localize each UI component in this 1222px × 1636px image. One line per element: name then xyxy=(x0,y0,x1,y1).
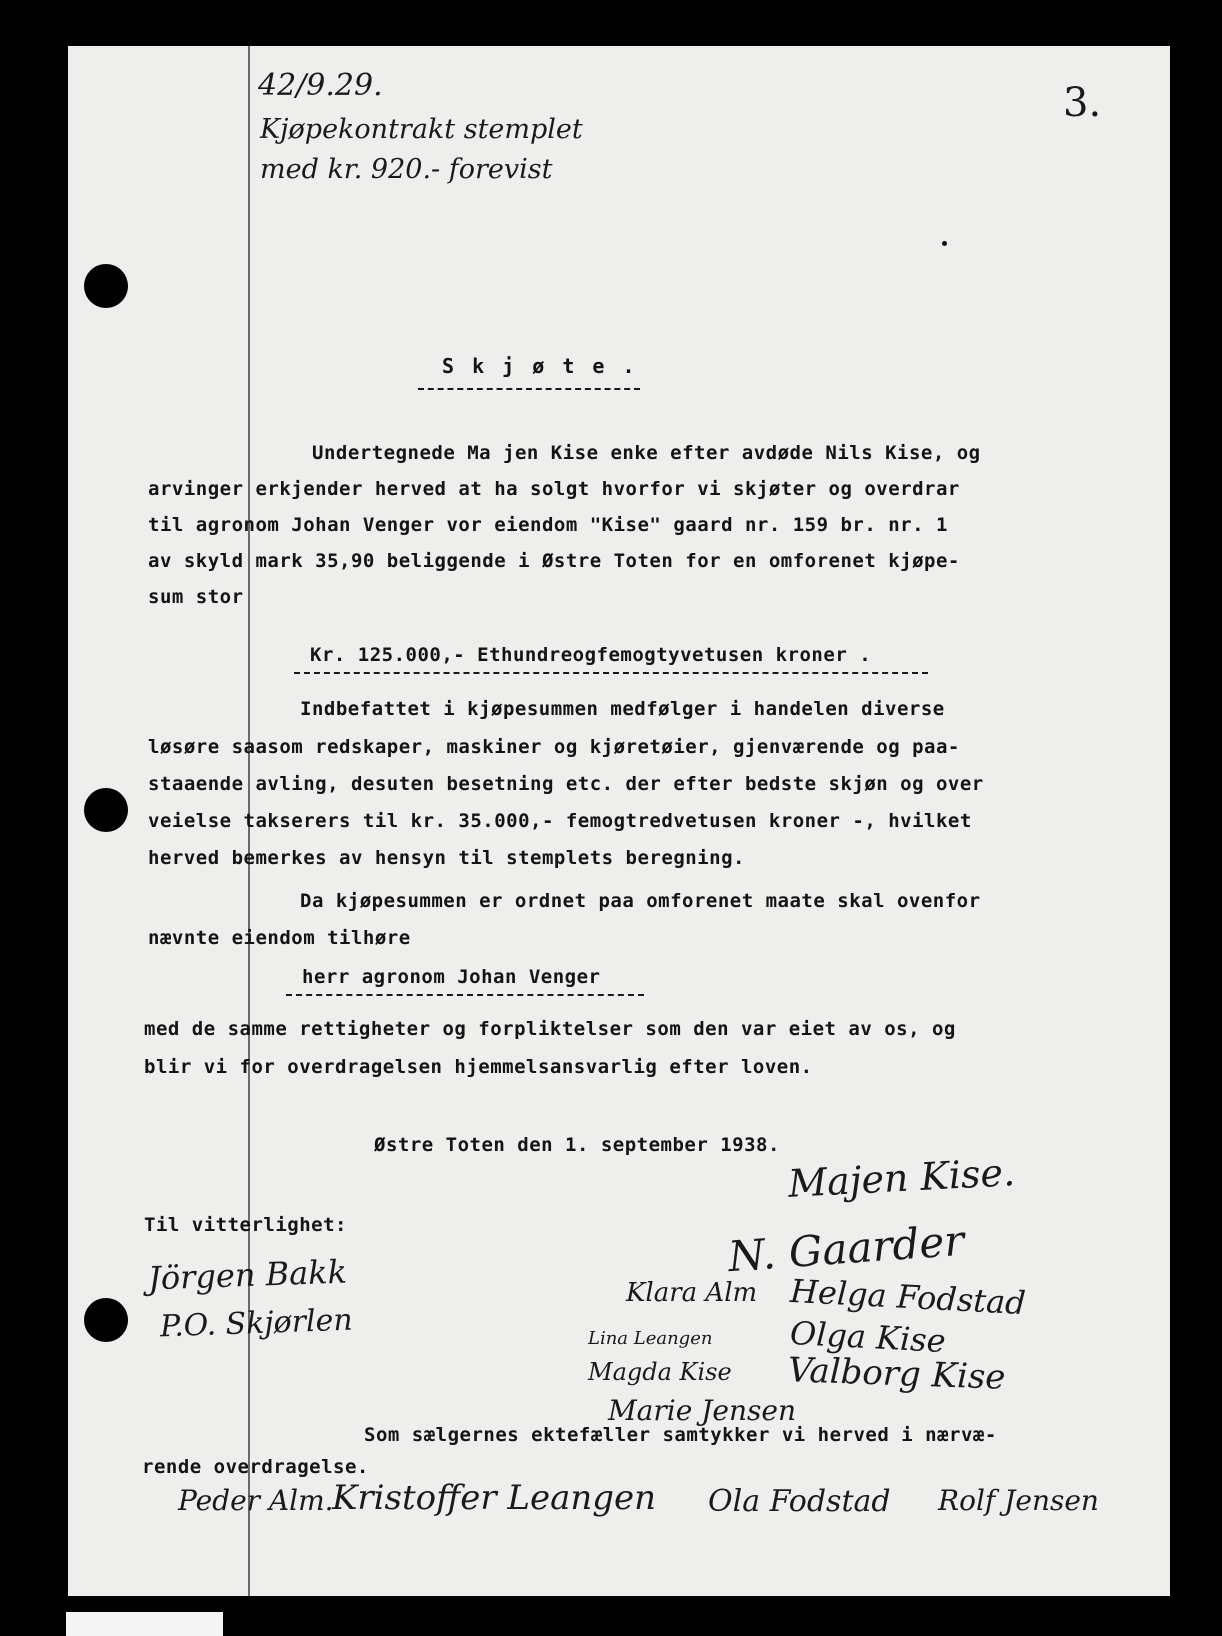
margin-note-date: 42/9.29. xyxy=(258,68,383,103)
p4-line1: med de samme rettigheter og forpliktelser som den var eiet av os, og xyxy=(144,1018,956,1040)
document-page xyxy=(68,46,1170,1596)
p3-line2: nævnte eiendom tilhøre xyxy=(148,927,411,949)
buyer-underline xyxy=(286,994,644,996)
signature-witness-2: P.O. Skjørlen xyxy=(159,1302,354,1345)
signature-lina: Lina Leangen xyxy=(588,1328,713,1349)
signature-seller-main: Majen Kise. xyxy=(787,1150,1016,1206)
signature-valborg: Valborg Kise xyxy=(787,1350,1007,1398)
p1-line1: Undertegnede Ma jen Kise enke efter avdøde Nils Kise, og xyxy=(312,442,981,464)
signature-witness-1: Jörgen Bakk xyxy=(147,1252,348,1298)
p2-line5: herved bemerkes av hensyn til stemplets beregning. xyxy=(148,847,745,869)
p2-line1: Indbefattet i kjøpesummen medfølger i handelen diverse xyxy=(300,698,945,720)
p1-line4: av skyld mark 35,90 beliggende i Østre Toten for en omforenet kjøpe- xyxy=(148,550,960,572)
p3-line1: Da kjøpesummen er ordnet paa omforenet maate skal ovenfor xyxy=(300,890,981,912)
signature-spouse-3: Ola Fodstad xyxy=(708,1484,891,1519)
p2-line3: staaende avling, desuten besetning etc. der efter bedste skjøn og over xyxy=(148,773,984,795)
p2-line4: veielse takserers til kr. 35.000,- femogtredvetusen kroner -, hvilket xyxy=(148,810,972,832)
punch-hole-top xyxy=(84,264,128,308)
signature-spouse-1: Peder Alm. xyxy=(178,1484,334,1517)
signature-klara: Klara Alm xyxy=(626,1278,758,1308)
title-underline xyxy=(418,388,640,390)
p1-line3: til agronom Johan Venger vor eiendom "Kise" gaard nr. 159 br. nr. 1 xyxy=(148,514,948,536)
margin-note-line1: Kjøpekontrakt stemplet xyxy=(260,114,583,145)
signature-magda: Magda Kise xyxy=(588,1358,732,1386)
signature-olga: Olga Kise xyxy=(789,1313,947,1361)
page-number: 3. xyxy=(1063,80,1102,126)
signature-spouse-2: Kristoffer Leangen xyxy=(332,1478,657,1518)
signature-marie: Marie Jensen xyxy=(608,1394,796,1427)
punch-hole-middle xyxy=(84,788,128,832)
witness-label: Til vitterlighet: xyxy=(144,1214,347,1236)
ink-dot xyxy=(942,241,947,246)
spouses-line2: rende overdragelse. xyxy=(142,1456,369,1478)
film-label-tab xyxy=(66,1612,223,1636)
signature-seller-2: N. Gaarder xyxy=(726,1215,966,1282)
place-date: Østre Toten den 1. september 1938. xyxy=(374,1134,780,1156)
document-title: S k j ø t e . xyxy=(442,354,638,378)
margin-note-line2: med kr. 920.- forevist xyxy=(260,154,553,185)
purchase-amount: Kr. 125.000,- Ethundreogfemogtyvetusen kroner . xyxy=(310,644,872,666)
p4-line2: blir vi for overdragelsen hjemmelsansvarlig efter loven. xyxy=(144,1056,813,1078)
amount-underline xyxy=(294,672,928,674)
signature-helga: Helga Fodstad xyxy=(789,1271,1027,1323)
signature-spouse-4: Rolf Jensen xyxy=(938,1484,1099,1517)
p1-line2: arvinger erkjender herved at ha solgt hvorfor vi skjøter og overdrar xyxy=(148,478,960,500)
p1-line5: sum stor xyxy=(148,586,244,608)
buyer-name: herr agronom Johan Venger xyxy=(302,966,601,988)
punch-hole-bottom xyxy=(84,1298,128,1342)
p2-line2: løsøre saasom redskaper, maskiner og kjøretøier, gjenværende og paa- xyxy=(148,736,960,758)
spouses-line1: Som sælgernes ektefæller samtykker vi herved i nærvæ- xyxy=(364,1424,997,1446)
